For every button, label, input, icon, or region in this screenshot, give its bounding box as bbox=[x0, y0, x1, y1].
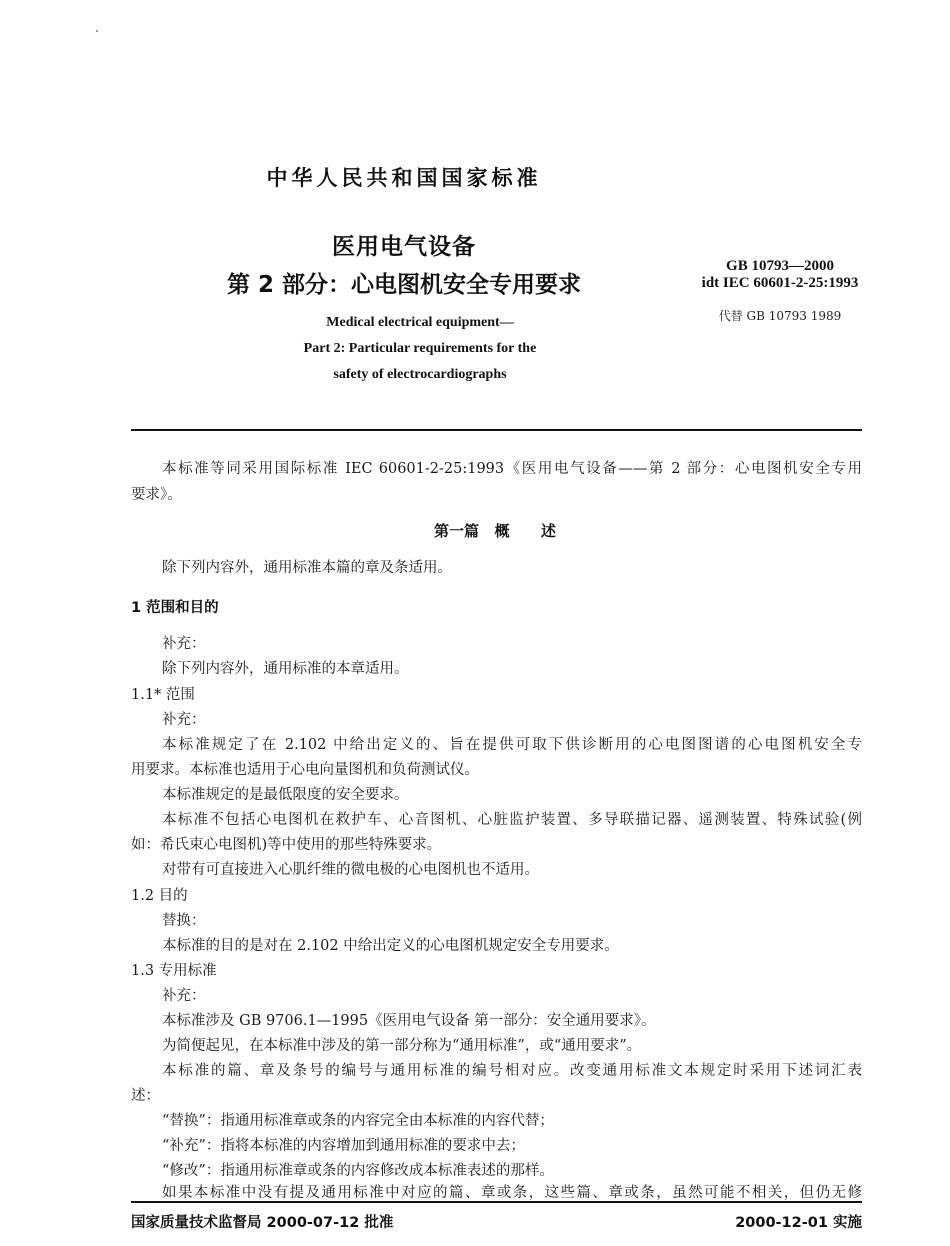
idt-code: idt IEC 60601-2-25:1993 bbox=[701, 275, 859, 291]
definition-replace: “替换”：指通用标准章或条的内容完全由本标准的内容代替； bbox=[162, 1113, 554, 1129]
title-cn-line2: 第 2 部分：心电图机安全专用要求 bbox=[226, 272, 582, 298]
section-1-1-p2: 本标准规定的是最低限度的安全要求。 bbox=[162, 787, 409, 803]
intro-line2: 要求》。 bbox=[131, 487, 182, 503]
section-1-supplement-label: 补充： bbox=[162, 636, 206, 652]
replaces-code: 代替 GB 10793 1989 bbox=[718, 309, 842, 323]
section-1-3-p3-line2: 述： bbox=[131, 1088, 160, 1104]
section-1-text: 除下列内容外，通用标准的本章适用。 bbox=[162, 661, 409, 677]
footer-divider bbox=[131, 1201, 862, 1203]
intro-line1: 本标准等同采用国际标准 IEC 60601-2-25:1993《医用电气设备——第 2 部分：心电图机安全专用 bbox=[162, 461, 862, 477]
section-1-1-p3-line2: 如：希氏束心电图机)等中使用的那些特殊要求。 bbox=[131, 837, 442, 853]
section-1-3-p3-line1: 本标准的篇、章及条号的编号与通用标准的编号相对应。改变通用标准文本规定时采用下述词汇表 bbox=[162, 1063, 862, 1079]
title-en-line3: safety of electrocardiographs bbox=[333, 367, 507, 382]
section-1-3-p1: 本标准涉及 GB 9706.1—1995《医用电气设备 第一部分：安全通用要求》。 bbox=[162, 1013, 656, 1029]
section-1-1-p1-line1: 本标准规定了在 2.102 中给出定义的、旨在提供可取下供诊断用的心电图图谱的心电图机安全专 bbox=[162, 737, 862, 753]
section-1-3-supplement-label: 补充： bbox=[162, 988, 206, 1004]
section-1-2-heading: 1.2 目的 bbox=[131, 888, 188, 904]
definition-supplement: “补充”：指将本标准的内容增加到通用标准的要求中去； bbox=[162, 1138, 525, 1154]
scan-speck bbox=[96, 30, 98, 32]
part-title: 第一篇 概 述 bbox=[433, 522, 556, 540]
part-intro: 除下列内容外，通用标准本篇的章及条适用。 bbox=[162, 560, 452, 576]
section-1-1-p1-line2: 用要求。本标准也适用于心电向量图机和负荷测试仪。 bbox=[131, 762, 479, 778]
section-1-heading: 1 范围和目的 bbox=[131, 600, 219, 616]
section-1-2-replacement-label: 替换： bbox=[162, 913, 206, 929]
effective-date: 2000-12-01 实施 bbox=[735, 1215, 862, 1231]
section-1-1-supplement-label: 补充： bbox=[162, 712, 206, 728]
section-1-1-p4: 对带有可直接进入心肌纤维的微电极的心电图机也不适用。 bbox=[162, 862, 539, 878]
section-1-3-p4: 如果本标准中没有提及通用标准中对应的篇、章或条，这些篇、章或条，虽然可能不相关，但仍无修 bbox=[162, 1185, 862, 1201]
approval-date: 国家质量技术监督局 2000-07-12 批准 bbox=[131, 1215, 394, 1231]
title-en-line1: Medical electrical equipment— bbox=[326, 315, 514, 330]
section-1-2-text: 本标准的目的是对在 2.102 中给出定义的心电图机规定安全专用要求。 bbox=[162, 938, 619, 954]
section-1-3-p2: 为简便起见，在本标准中涉及的第一部分称为“通用标准”，或“通用要求”。 bbox=[162, 1038, 642, 1054]
standard-code: GB 10793—2000 bbox=[726, 258, 834, 274]
title-cn-line1: 医用电气设备 bbox=[332, 234, 476, 260]
national-standard-label: 中华人民共和国国家标准 bbox=[266, 166, 542, 190]
definition-modify: “修改”：指通用标准章或条的内容修改成本标准表述的那样。 bbox=[162, 1163, 554, 1179]
standard-code-block bbox=[660, 258, 900, 292]
header-divider bbox=[131, 429, 862, 431]
section-1-3-heading: 1.3 专用标准 bbox=[131, 963, 217, 979]
title-en-line2: Part 2: Particular requirements for the bbox=[303, 341, 537, 356]
section-1-1-p3-line1: 本标准不包括心电图机在救护车、心音图机、心脏监护装置、多导联描记器、遥测装置、特殊试验(例 bbox=[162, 812, 862, 828]
section-1-1-heading: 1.1* 范围 bbox=[131, 687, 195, 703]
